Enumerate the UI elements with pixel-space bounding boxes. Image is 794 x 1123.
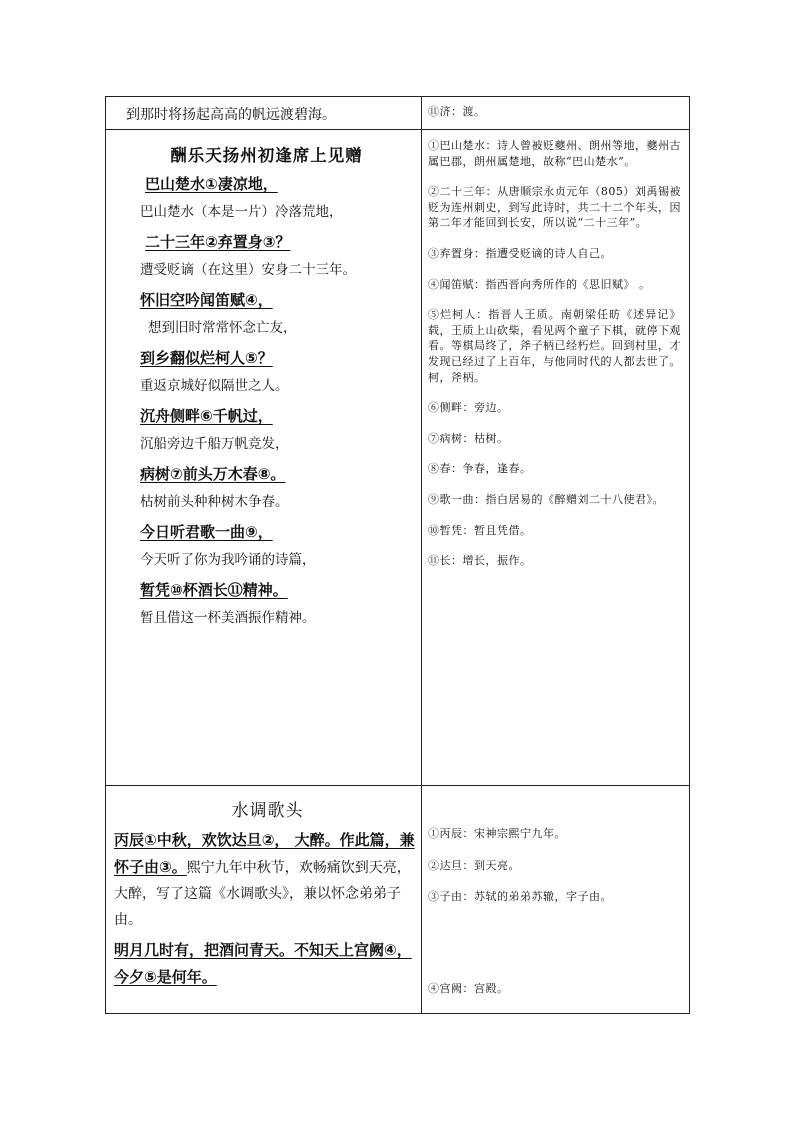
annotation-table [105, 96, 690, 1014]
translation-cell [106, 97, 422, 130]
poem-translation-line: 遭受贬谪（在这里）安身二十三年。 [140, 262, 356, 278]
poem-translation-line: 巴山楚水（本是一片）冷落荒地， [140, 204, 343, 220]
poem-translation-line: 重返京城好似隔世之人。 [140, 378, 289, 394]
note-item: ⑥侧畔：旁边。 [428, 401, 509, 415]
poem-translation-line: 想到旧时常常怀念亡友， [148, 320, 297, 336]
notes-cell [422, 786, 690, 1014]
poem-original-line: 沉舟侧畔⑥千帆过， [140, 407, 273, 425]
poem-original-line: 到乡翻似烂柯人⑤？ [140, 349, 273, 367]
notes-cell [422, 97, 690, 130]
table-row [106, 97, 690, 130]
note-item: ①丙辰：宋神宗熙宁九年。 [428, 827, 566, 840]
notes-list [422, 786, 689, 996]
note-item: ③弃置身：指遭受贬谪的诗人自己。 [428, 246, 612, 260]
note-item: ⑤烂柯人：指晋人王质。南朝梁任昉《述异记》载，王质上山砍柴，看见两个童子下棋，就停下观看。等棋局终了，斧子柄已经朽烂。回到村里，才发现已经过了上百年，与他同时代的人都去世了。柯，斧柄。 [428, 308, 681, 384]
poem-preface: 丙辰①中秋，欢饮达旦②， 大醉。作此篇，兼怀子由③。 [114, 831, 415, 876]
poem-title: 酬乐天扬州初逢席上见赠 [170, 146, 363, 165]
poem-title: 水调歌头 [231, 801, 304, 821]
poem-preface-translation: 熙宁九年中秋节，欢畅痛饮到天亮，大醉，写了这篇《水调歌头》，兼以怀念弟弟子由。 [114, 860, 411, 928]
poem-body [140, 174, 421, 628]
note-item: ⑨歌一曲：指白居易的《醉赠刘二十八使君》。 [428, 492, 664, 506]
poem-original-line: 暂凭⑩杯酒长⑪精神。 [140, 581, 288, 599]
poem-cell [106, 786, 422, 1014]
note-item: ②二十三年：从唐顺宗永贞元年（805）刘禹锡被贬为连州刺史，到写此诗时，共二十二个年头，因第二年才能回到长安，所以说“二十三年”。 [428, 185, 681, 230]
poem-original-line: 明月几时有，把酒问青天。不知天上宫阙④，今夕⑤是何年。 [114, 941, 412, 986]
note-item: ④宫阙：宫殿。 [428, 981, 509, 995]
poem-original-line: 巴山楚水①凄凉地， [145, 175, 278, 193]
poem-translation-line: 暂且借这一杯美酒振作精神。 [140, 610, 316, 626]
poem-cell [106, 130, 422, 786]
table-row [106, 130, 690, 786]
poem-translation-line: 沉船旁边千船万帆竞发， [140, 436, 289, 452]
table-row [106, 786, 690, 1014]
note-item: ③子由：苏轼的弟弟苏辙，字子由。 [428, 890, 612, 904]
notes-list [422, 130, 689, 569]
note-item: ②达旦：到天亮。 [428, 858, 520, 872]
note-item: ⑧春：争春，逢春。 [428, 462, 532, 476]
note-item: ⑩暂凭：暂且凭借。 [428, 523, 532, 537]
poem-original-line: 怀旧空吟闻笛赋④， [140, 291, 273, 309]
poem-original-line: 二十三年②弃置身③？ [145, 233, 291, 251]
notes-cell [422, 130, 690, 786]
poem-translation-line: 枯树前头种种树木争春。 [140, 494, 289, 510]
note-item: ④闻笛赋：指西晋向秀所作的《思旧赋》 。 [428, 277, 651, 291]
note-item: ⑦病树：枯树。 [428, 431, 509, 445]
translation-line: 到那时将扬起高高的帆远渡碧海。 [126, 107, 336, 123]
poem-translation-line: 今天听了你为我吟诵的诗篇， [140, 552, 316, 568]
note-item: ⑪长：增长，振作。 [428, 554, 532, 568]
poem-body [114, 827, 415, 991]
poem-original-line: 病树⑦前头万木春⑧。 [140, 465, 286, 483]
note-item: ⑪济：渡。 [428, 105, 486, 118]
note-item: ①巴山楚水：诗人曾被贬夔州、朗州等地，夔州古属巴郡，朗州属楚地，故称“巴山楚水”。 [428, 139, 681, 168]
poem-original-line: 今日听君歌一曲⑨， [140, 523, 273, 541]
